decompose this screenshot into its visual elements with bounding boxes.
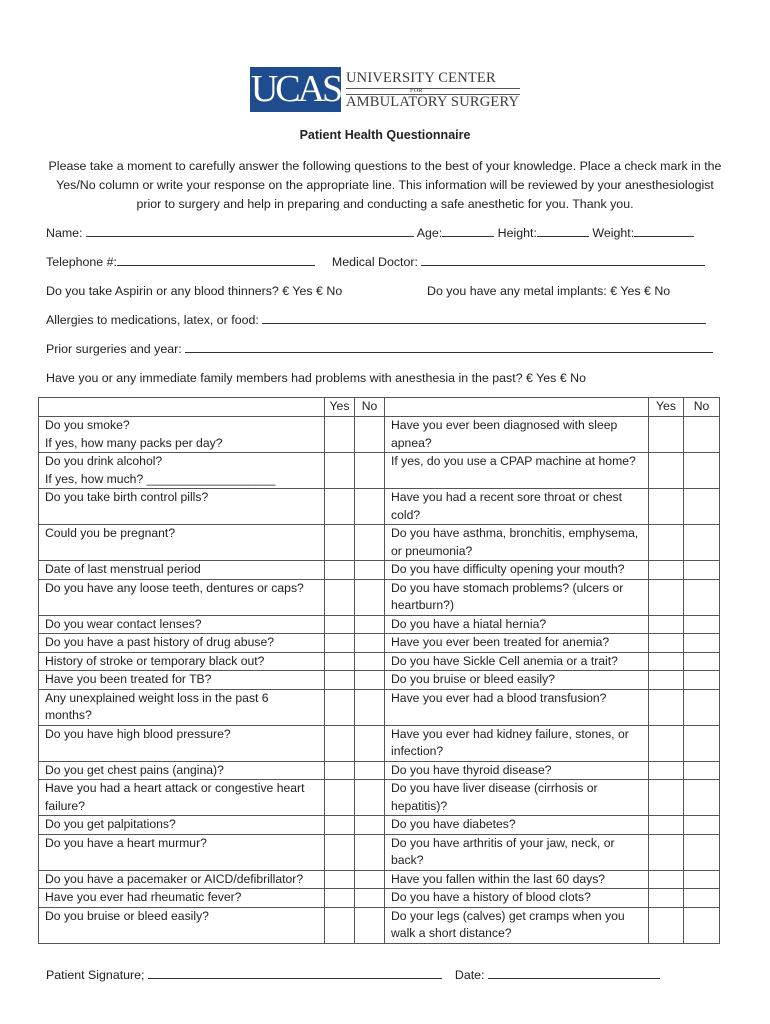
question-rows: [39, 417, 720, 944]
left-yes-checkbox[interactable]: [325, 652, 355, 671]
implants-row: [427, 284, 670, 298]
right-yes-checkbox[interactable]: [649, 834, 684, 870]
date-label: Date:: [454, 968, 485, 982]
left-question: Have you ever had rheumatic fever?: [39, 889, 325, 908]
table-row: [39, 671, 720, 690]
left-yes-checkbox[interactable]: [325, 453, 355, 489]
left-yes-checkbox[interactable]: [325, 889, 355, 908]
left-question: Do you have a heart murmur?: [39, 834, 325, 870]
right-question: Do you have diabetes?: [385, 816, 649, 835]
allergies-label: Allergies to medications, latex, or food:: [46, 313, 259, 327]
left-question: Date of last menstrual period: [39, 561, 325, 580]
left-yes-checkbox[interactable]: [325, 489, 355, 525]
right-yes-checkbox[interactable]: [649, 561, 684, 580]
left-question: Do you take birth control pills?: [39, 489, 325, 525]
signature-label: Patient Signature;: [46, 968, 145, 982]
right-question: Have you ever had kidney failure, stones, or infection?: [385, 725, 649, 761]
right-yes-checkbox[interactable]: [649, 489, 684, 525]
right-question: Do you have arthritis of your jaw, neck, or back?: [385, 834, 649, 870]
doctor-field[interactable]: [421, 255, 705, 266]
right-no-checkbox[interactable]: [684, 834, 720, 870]
right-yes-checkbox[interactable]: [649, 652, 684, 671]
right-yes-checkbox[interactable]: [649, 725, 684, 761]
table-row: [39, 561, 720, 580]
ucas-logo: [250, 67, 520, 113]
right-yes-checkbox[interactable]: [649, 615, 684, 634]
left-no-checkbox[interactable]: [355, 889, 385, 908]
left-question: Do you wear contact lenses?: [39, 615, 325, 634]
left-no-checkbox[interactable]: [355, 579, 385, 615]
right-no-checkbox[interactable]: [684, 671, 720, 690]
right-yes-checkbox[interactable]: [649, 525, 684, 561]
left-question: Any unexplained weight loss in the past 6 months?: [39, 689, 325, 725]
right-yes-checkbox[interactable]: [649, 689, 684, 725]
right-no-checkbox[interactable]: [684, 780, 720, 816]
table-row: [39, 652, 720, 671]
left-no-checkbox[interactable]: [355, 634, 385, 653]
left-yes-checkbox[interactable]: [325, 525, 355, 561]
header-no: No: [684, 398, 720, 417]
weight-label: Weight:: [592, 226, 635, 240]
left-no-checkbox[interactable]: [355, 489, 385, 525]
implants-yes-checkbox[interactable]: € Yes: [610, 284, 641, 298]
right-question: Do your legs (calves) get cramps when you walk a short distance?: [385, 907, 649, 943]
left-yes-checkbox[interactable]: [325, 579, 355, 615]
left-yes-checkbox[interactable]: [325, 725, 355, 761]
table-row: [39, 816, 720, 835]
header-no: No: [355, 398, 385, 417]
left-yes-checkbox[interactable]: [325, 634, 355, 653]
left-no-checkbox[interactable]: [355, 816, 385, 835]
implants-no-checkbox[interactable]: € No: [644, 284, 671, 298]
logo-line-3: AMBULATORY SURGERY: [346, 94, 520, 110]
logo-rule-top: [346, 88, 520, 89]
date-field[interactable]: [488, 968, 660, 979]
left-no-checkbox[interactable]: [355, 615, 385, 634]
left-question: Do you get palpitations?: [39, 816, 325, 835]
ucas-logo-mark: UCAS: [250, 68, 341, 110]
table-row: [39, 615, 720, 634]
right-no-checkbox[interactable]: [684, 417, 720, 453]
left-question: History of stroke or temporary black out?: [39, 652, 325, 671]
table-row: [39, 489, 720, 525]
table-row: [39, 634, 720, 653]
table-row: [39, 870, 720, 889]
right-question: Do you have stomach problems? (ulcers or heartburn?): [385, 579, 649, 615]
right-question: Have you ever had a blood transfusion?: [385, 689, 649, 725]
right-yes-checkbox[interactable]: [649, 907, 684, 943]
name-row: [46, 226, 694, 240]
left-yes-checkbox[interactable]: [325, 561, 355, 580]
right-question: Do you have a hiatal hernia?: [385, 615, 649, 634]
left-question: Do you bruise or bleed easily?: [39, 907, 325, 943]
right-yes-checkbox[interactable]: [649, 870, 684, 889]
anesthesia-no-checkbox[interactable]: € No: [559, 371, 587, 385]
right-question: Have you had a recent sore throat or chest cold?: [385, 489, 649, 525]
right-no-checkbox[interactable]: [684, 579, 720, 615]
right-question: Do you bruise or bleed easily?: [385, 671, 649, 690]
right-no-checkbox[interactable]: [684, 453, 720, 489]
left-no-checkbox[interactable]: [355, 652, 385, 671]
left-no-checkbox[interactable]: [355, 870, 385, 889]
right-yes-checkbox[interactable]: [649, 761, 684, 780]
header-left-question: [39, 398, 325, 417]
aspirin-yes-checkbox[interactable]: € Yes: [282, 284, 313, 298]
left-no-checkbox[interactable]: [355, 525, 385, 561]
right-yes-checkbox[interactable]: [649, 579, 684, 615]
right-question: Do you have difficulty opening your mouth?: [385, 561, 649, 580]
right-question: If yes, do you use a CPAP machine at home?: [385, 453, 649, 489]
signature-row: [46, 968, 660, 982]
prior-surgeries-label: Prior surgeries and year:: [46, 342, 182, 356]
right-question: Have you fallen within the last 60 days?: [385, 870, 649, 889]
right-no-checkbox[interactable]: [684, 761, 720, 780]
right-question: Do you have liver disease (cirrhosis or hepatitis)?: [385, 780, 649, 816]
table-row: [39, 525, 720, 561]
left-question: Do you have high blood pressure?: [39, 725, 325, 761]
logo-line-1: UNIVERSITY CENTER: [346, 70, 496, 86]
right-question: Do you have asthma, bronchitis, emphysema, or pneumonia?: [385, 525, 649, 561]
table-row: [39, 834, 720, 870]
left-question: Do you have any loose teeth, dentures or caps?: [39, 579, 325, 615]
right-question: Have you ever been treated for anemia?: [385, 634, 649, 653]
name-label: Name:: [46, 226, 83, 240]
right-no-checkbox[interactable]: [684, 889, 720, 908]
table-row: [39, 417, 720, 453]
left-no-checkbox[interactable]: [355, 907, 385, 943]
doctor-label: Medical Doctor:: [331, 255, 418, 269]
aspirin-row: [46, 284, 342, 298]
anesthesia-label: Have you or any immediate family members had problems with anesthesia in the past?: [46, 371, 523, 385]
right-yes-checkbox[interactable]: [649, 889, 684, 908]
telephone-row: [46, 255, 705, 269]
height-label: Height:: [497, 226, 537, 240]
right-yes-checkbox[interactable]: [649, 671, 684, 690]
left-no-checkbox[interactable]: [355, 561, 385, 580]
anesthesia-yes-checkbox[interactable]: € Yes: [526, 371, 557, 385]
age-field[interactable]: [442, 226, 494, 237]
right-no-checkbox[interactable]: [684, 489, 720, 525]
left-no-checkbox[interactable]: [355, 761, 385, 780]
right-no-checkbox[interactable]: [684, 615, 720, 634]
telephone-field[interactable]: [117, 255, 315, 266]
age-label: Age:: [416, 226, 443, 240]
questionnaire-table: [38, 397, 720, 944]
right-yes-checkbox[interactable]: [649, 453, 684, 489]
left-no-checkbox[interactable]: [355, 453, 385, 489]
name-field[interactable]: [86, 226, 414, 237]
header-right-question: [385, 398, 649, 417]
allergies-field[interactable]: [262, 313, 706, 324]
right-no-checkbox[interactable]: [684, 689, 720, 725]
left-no-checkbox[interactable]: [355, 689, 385, 725]
prior-surgeries-field[interactable]: [185, 342, 713, 353]
right-no-checkbox[interactable]: [684, 634, 720, 653]
left-question: Do you have a past history of drug abuse?: [39, 634, 325, 653]
intro-paragraph: Please take a moment to carefully answer the following questions to the best of your knowledge. Place a check mark in the Yes/No column or write your response on the appropriate line. This information will be reviewed by your anesthesiologist prior to surgery and help in preparing and conducting a safe anesthetic for you. Thank you.: [48, 159, 722, 211]
implants-label: Do you have any metal implants:: [427, 284, 607, 298]
right-no-checkbox[interactable]: [684, 652, 720, 671]
logo-line-2: FOR: [410, 87, 423, 94]
left-yes-checkbox[interactable]: [325, 907, 355, 943]
right-yes-checkbox[interactable]: [649, 816, 684, 835]
left-no-checkbox[interactable]: [355, 725, 385, 761]
signature-field[interactable]: [148, 968, 442, 979]
left-question: Do you smoke? If yes, how many packs per day?: [39, 417, 325, 453]
left-question: Have you been treated for TB?: [39, 671, 325, 690]
right-no-checkbox[interactable]: [684, 816, 720, 835]
right-no-checkbox[interactable]: [684, 561, 720, 580]
table-header: [39, 398, 720, 417]
left-question: Do you have a pacemaker or AICD/defibrillator?: [39, 870, 325, 889]
left-question: Do you drink alcohol? If yes, how much? ___________________: [39, 453, 325, 489]
left-question: Could you be pregnant?: [39, 525, 325, 561]
left-yes-checkbox[interactable]: [325, 689, 355, 725]
right-yes-checkbox[interactable]: [649, 417, 684, 453]
left-no-checkbox[interactable]: [355, 417, 385, 453]
anesthesia-row: [46, 371, 586, 385]
left-no-checkbox[interactable]: [355, 834, 385, 870]
left-no-checkbox[interactable]: [355, 671, 385, 690]
left-question: Do you get chest pains (angina)?: [39, 761, 325, 780]
header-yes: Yes: [325, 398, 355, 417]
height-field[interactable]: [537, 226, 589, 237]
table-row: [39, 453, 720, 489]
right-question: Do you have thyroid disease?: [385, 761, 649, 780]
page-title: Patient Health Questionnaire: [299, 128, 471, 142]
telephone-label: Telephone #:: [46, 255, 117, 269]
right-no-checkbox[interactable]: [684, 870, 720, 889]
right-no-checkbox[interactable]: [684, 907, 720, 943]
left-no-checkbox[interactable]: [355, 780, 385, 816]
table-row: [39, 761, 720, 780]
table-row: [39, 780, 720, 816]
right-no-checkbox[interactable]: [684, 725, 720, 761]
header-yes: Yes: [649, 398, 684, 417]
allergies-row: [46, 313, 706, 327]
left-yes-checkbox[interactable]: [325, 834, 355, 870]
table-row: [39, 689, 720, 725]
table-row: [39, 579, 720, 615]
right-question: Do you have Sickle Cell anemia or a trait?: [385, 652, 649, 671]
table-row: [39, 907, 720, 943]
left-yes-checkbox[interactable]: [325, 761, 355, 780]
prior-surgeries-row: [46, 342, 713, 356]
left-yes-checkbox[interactable]: [325, 780, 355, 816]
right-no-checkbox[interactable]: [684, 525, 720, 561]
aspirin-label: Do you take Aspirin or any blood thinners?: [46, 284, 279, 298]
right-yes-checkbox[interactable]: [649, 634, 684, 653]
right-yes-checkbox[interactable]: [649, 780, 684, 816]
left-yes-checkbox[interactable]: [325, 671, 355, 690]
left-yes-checkbox[interactable]: [325, 870, 355, 889]
left-yes-checkbox[interactable]: [325, 615, 355, 634]
left-yes-checkbox[interactable]: [325, 816, 355, 835]
right-question: Do you have a history of blood clots?: [385, 889, 649, 908]
table-row: [39, 725, 720, 761]
right-question: Have you ever been diagnosed with sleep apnea?: [385, 417, 649, 453]
table-row: [39, 889, 720, 908]
aspirin-no-checkbox[interactable]: € No: [316, 284, 343, 298]
left-yes-checkbox[interactable]: [325, 417, 355, 453]
weight-field[interactable]: [634, 226, 694, 237]
left-question: Have you had a heart attack or congestive heart failure?: [39, 780, 325, 816]
